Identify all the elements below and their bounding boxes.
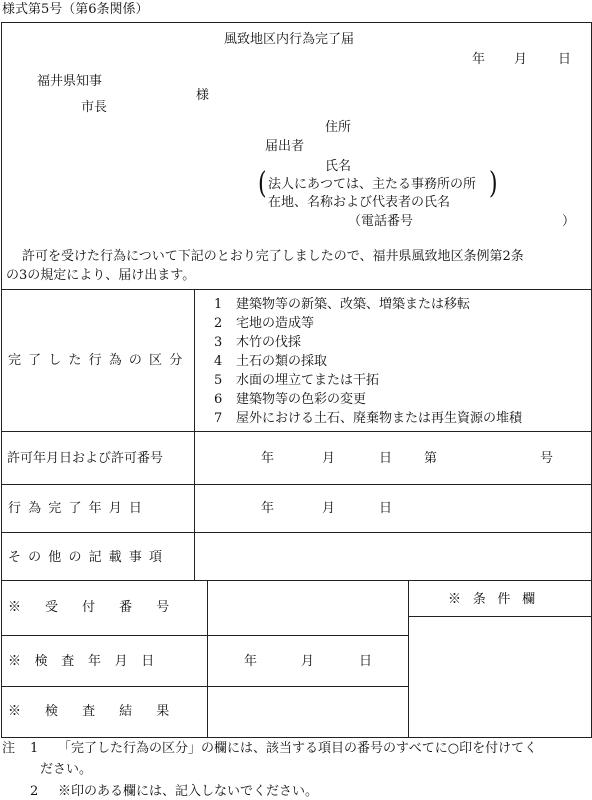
permit-dai: 第 <box>424 451 438 466</box>
notes-prefix: 注 <box>2 741 16 756</box>
option-item[interactable] <box>214 388 522 407</box>
phone-close: ） <box>562 214 576 229</box>
bracket-right: ) <box>489 167 498 202</box>
form-number: 様式第5号（第6条関係） <box>2 2 149 17</box>
rule <box>1 532 592 533</box>
name-label: 氏名 <box>325 159 352 174</box>
option-number: 1 <box>214 297 223 312</box>
conditions-label: ※条件欄 <box>448 592 547 607</box>
rule <box>408 580 409 738</box>
form-title: 風致地区内行為完了届 <box>224 32 355 47</box>
option-text: 建築物等の新築、改築、増築または移転 <box>236 297 471 312</box>
option-number: 6 <box>214 392 223 407</box>
option-text: 宅地の造成等 <box>236 316 315 331</box>
option-item[interactable] <box>214 293 522 312</box>
option-item[interactable] <box>214 331 522 350</box>
corp-note-line2: 在地、名称および代表者の氏名 <box>268 195 451 210</box>
permit-day: 日 <box>379 451 393 466</box>
option-text: 水面の埋立てまたは干拓 <box>236 373 380 388</box>
note1-number: 1 <box>30 741 39 756</box>
addressee-governor: 福井県知事 <box>37 74 103 89</box>
option-number: 7 <box>214 411 223 426</box>
rule <box>1 635 409 636</box>
option-number: 4 <box>214 354 223 369</box>
option-item[interactable] <box>214 369 522 388</box>
note2-text: ※印のある欄には、記入しないでください。 <box>58 784 319 799</box>
permit-month: 月 <box>322 451 336 466</box>
rule <box>1 484 592 485</box>
inspection-month: 月 <box>301 654 315 669</box>
note1-line2: ださい。 <box>40 762 93 777</box>
completion-month: 月 <box>322 501 336 516</box>
bracket-left: ( <box>258 167 267 202</box>
rule <box>1 686 409 687</box>
rule <box>1 580 592 581</box>
permit-label: 許可年月日および許可番号 <box>7 451 164 466</box>
option-number: 5 <box>214 373 223 388</box>
inspection-result-label: ※検査結果 <box>8 704 194 719</box>
other-label: その他の記載事項 <box>8 550 170 565</box>
completion-year: 年 <box>261 501 275 516</box>
action-type-label: 完了した行為の区分 <box>8 353 190 368</box>
reception-label: ※受付番号 <box>8 600 194 615</box>
option-text: 木竹の伐採 <box>236 335 302 350</box>
option-text: 土石の類の採取 <box>236 354 328 369</box>
option-item[interactable] <box>214 350 522 369</box>
option-text: 屋外における土石、廃棄物または再生資源の堆積 <box>236 411 523 426</box>
applicant-label: 届出者 <box>265 139 305 154</box>
body-text-line1: 許可を受けた行為について下記のとおり完了しましたので、福井県風致地区条例第2条 <box>22 249 524 264</box>
addressee-mayor: 市長 <box>81 100 108 115</box>
rule <box>194 289 195 580</box>
date-day: 日 <box>558 52 572 67</box>
phone-label: （電話番号 <box>348 214 414 229</box>
option-item[interactable] <box>214 312 522 331</box>
option-item[interactable] <box>214 407 522 426</box>
permit-year: 年 <box>261 451 275 466</box>
date-month: 月 <box>514 52 528 67</box>
action-type-options <box>214 293 522 426</box>
inspection-year: 年 <box>244 654 258 669</box>
note2-number: 2 <box>30 784 39 799</box>
option-number: 3 <box>214 335 223 350</box>
date-year: 年 <box>472 52 486 67</box>
inspection-day: 日 <box>359 654 373 669</box>
inspection-date-label: ※検査年月日 <box>8 654 168 669</box>
rule <box>1 289 592 290</box>
addressee-honorific: 様 <box>196 88 210 103</box>
completion-label: 行為完了年月日 <box>8 501 150 516</box>
option-text: 建築物等の色彩の変更 <box>236 392 367 407</box>
permit-go: 号 <box>540 451 554 466</box>
option-number: 2 <box>214 316 223 331</box>
body-text-line2: の3の規定により、届け出ます。 <box>6 268 196 283</box>
rule <box>408 616 592 617</box>
completion-day: 日 <box>379 501 393 516</box>
note1-line1: 「完了した行為の区分」の欄には、該当する項目の番号のすべてに○印を付けてく <box>58 741 538 756</box>
rule <box>207 580 208 738</box>
corp-note-line1: 法人にあつては、主たる事務所の所 <box>268 177 477 192</box>
rule <box>1 431 592 432</box>
address-label: 住所 <box>325 120 352 135</box>
